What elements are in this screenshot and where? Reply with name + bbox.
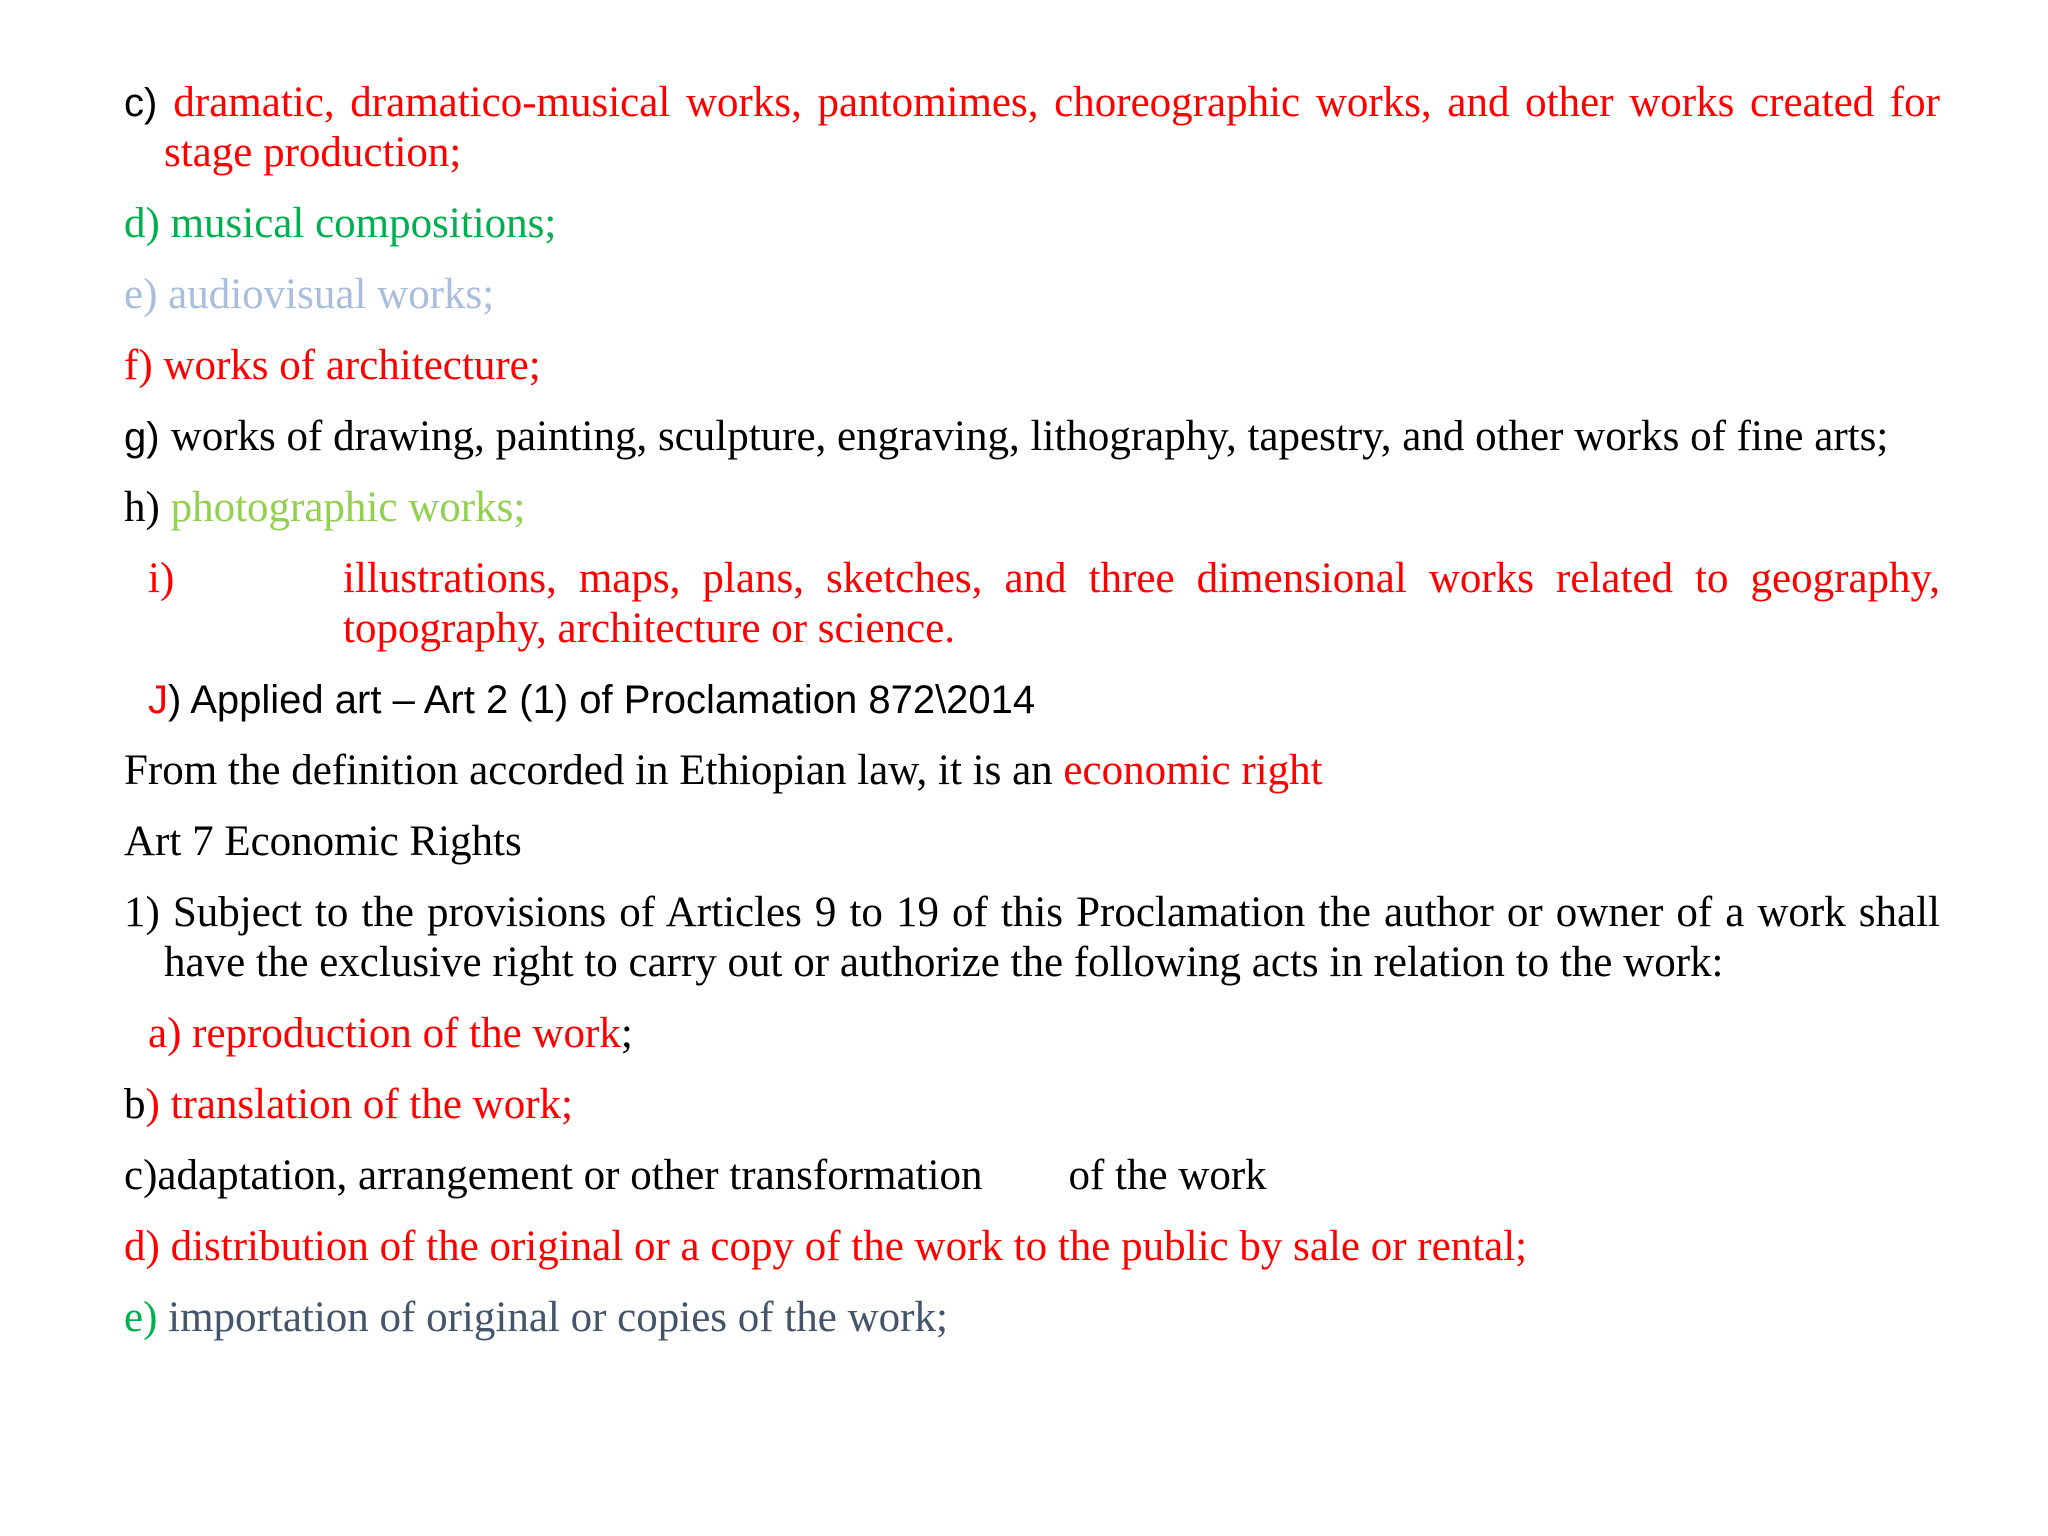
item-g bbox=[124, 412, 1940, 462]
item-j-marker: J bbox=[148, 678, 168, 722]
right-c-tail: of the work bbox=[1068, 1152, 1267, 1199]
right-e-text: importation of original or copies of the work; bbox=[168, 1294, 948, 1341]
item-h bbox=[124, 483, 1940, 533]
right-a bbox=[124, 1009, 1940, 1059]
right-d-text: d) distribution of the original or a copy of the work to the public by sale or rental; bbox=[124, 1223, 1528, 1270]
item-i-marker: i) bbox=[148, 555, 175, 602]
item-i-text: illustrations, maps, plans, sketches, and three dimensional works related to geography, topography, architecture or science. bbox=[343, 555, 1940, 652]
right-b-text: ) translation of the work; bbox=[145, 1081, 574, 1128]
item-c-marker: c) bbox=[124, 81, 174, 125]
right-d bbox=[124, 1222, 1940, 1272]
right-c bbox=[124, 1151, 1940, 1201]
item-c bbox=[124, 78, 1940, 178]
right-b bbox=[124, 1080, 1940, 1130]
right-e-marker: e) bbox=[124, 1294, 169, 1341]
art7-heading-text: Art 7 Economic Rights bbox=[124, 818, 522, 865]
art7-paragraph-1 bbox=[124, 888, 1940, 988]
item-j-text: ) Applied art – Art 2 (1) of Proclamation 872\2014 bbox=[168, 678, 1036, 722]
right-c-text: c)adaptation, arrangement or other transformation bbox=[124, 1152, 983, 1199]
item-j bbox=[124, 675, 1940, 725]
item-f bbox=[124, 341, 1940, 391]
right-b-marker: b bbox=[124, 1081, 146, 1128]
item-c-text: dramatic, dramatico-musical works, pantomimes, choreographic works, and other works created for stage production; bbox=[164, 79, 1940, 176]
definition-text: From the definition accorded in Ethiopian law, it is an bbox=[124, 747, 1064, 794]
right-a-text: a) reproduction of the work bbox=[148, 1010, 621, 1057]
item-d bbox=[124, 199, 1940, 249]
slide-body bbox=[124, 78, 1940, 1364]
art7-paragraph-1-text: 1) Subject to the provisions of Articles 9 to 19 of this Proclamation the author or owner of a work shall have the exclusive right to carry out or authorize the following acts in relation to the work: bbox=[124, 889, 1940, 986]
item-h-marker: h) bbox=[124, 484, 171, 531]
right-a-punct: ; bbox=[620, 1010, 633, 1057]
item-i bbox=[124, 554, 1940, 654]
item-g-marker: g) bbox=[124, 415, 171, 459]
item-g-text: works of drawing, painting, sculpture, engraving, lithography, tapestry, and other works of fine arts; bbox=[170, 413, 1889, 460]
definition-line bbox=[124, 746, 1940, 796]
item-h-text: photographic works; bbox=[170, 484, 526, 531]
item-d-text: d) musical compositions; bbox=[124, 200, 557, 247]
right-e bbox=[124, 1293, 1940, 1343]
economic-right-highlight: economic right bbox=[1063, 747, 1323, 794]
item-e bbox=[124, 270, 1940, 320]
art7-heading bbox=[124, 817, 1940, 867]
item-f-text: f) works of architecture; bbox=[124, 342, 541, 389]
item-e-text: e) audiovisual works; bbox=[124, 271, 495, 318]
